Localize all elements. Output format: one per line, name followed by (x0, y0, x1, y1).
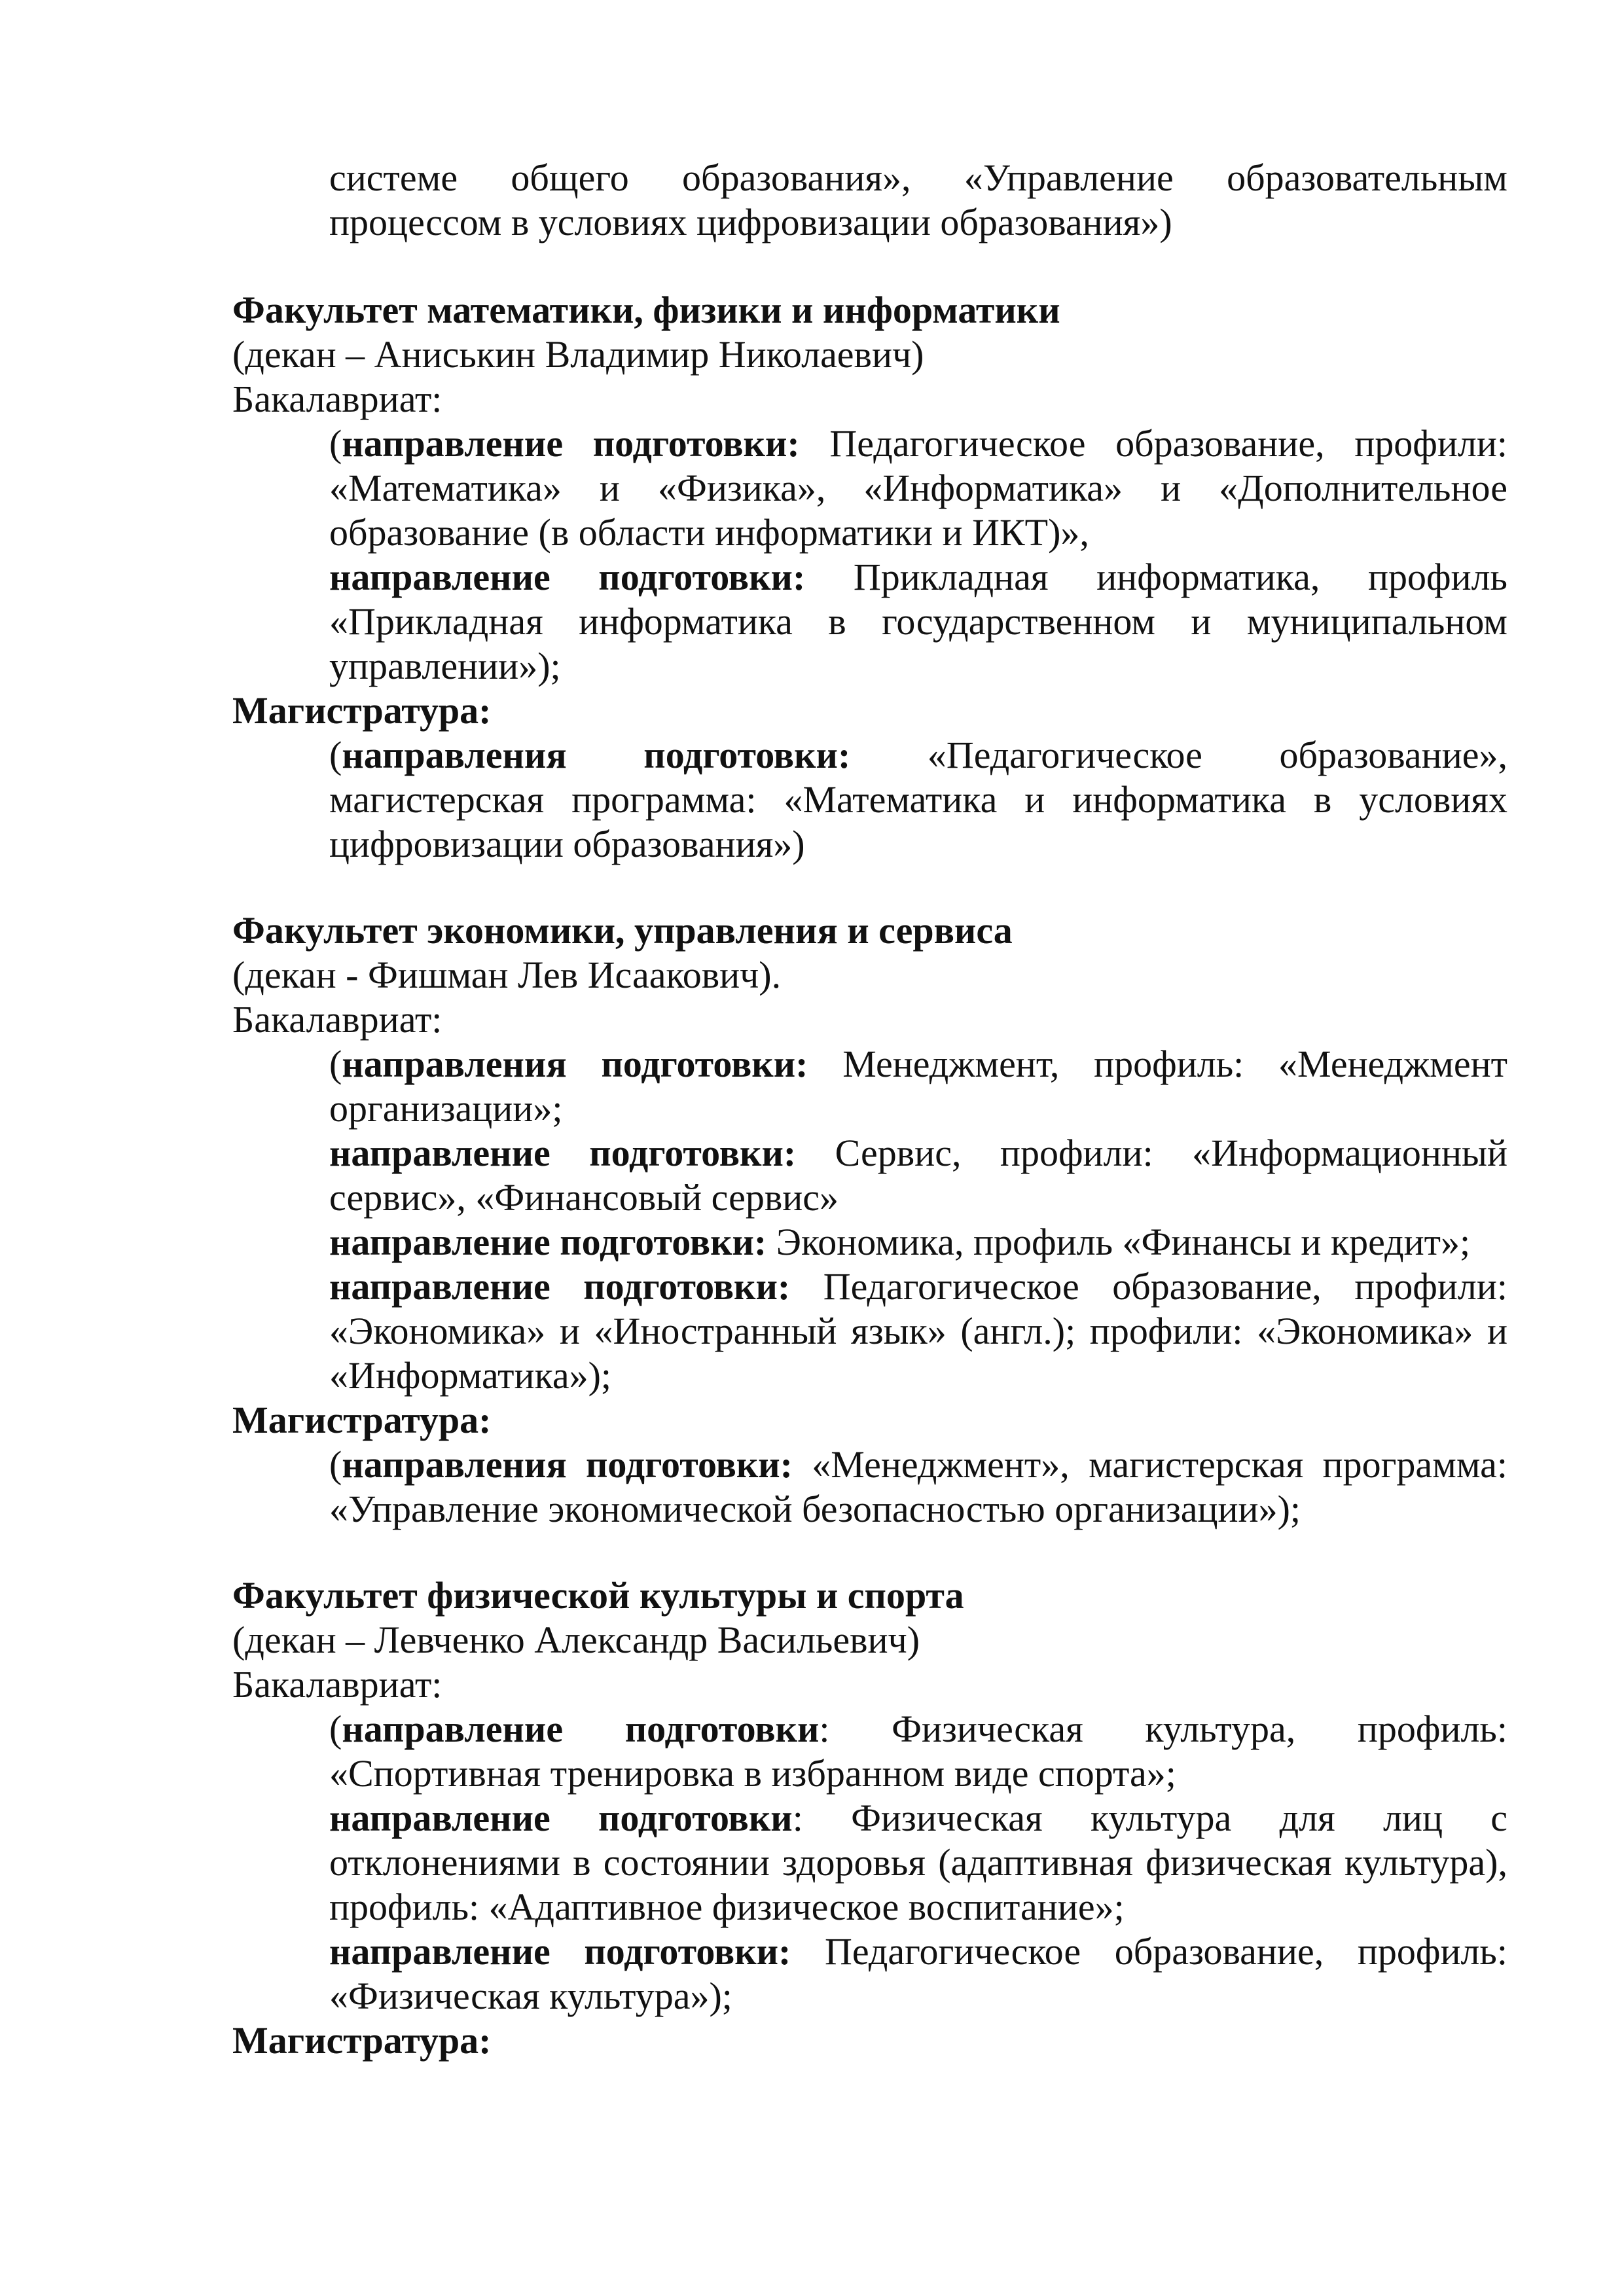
bachelor-label: Бакалавриат: (232, 998, 442, 1041)
text-line: «Экономика» и «Иностранный язык» (англ.); профили: «Экономика» и (329, 1310, 1507, 1352)
program-line: (направление подготовки: Физическая культура, профиль: (329, 1708, 1507, 1750)
text-line: управлении»); (329, 645, 561, 687)
faculty-heading-econ: Факультет экономики, управления и сервиса (232, 909, 1013, 952)
master-label: Магистратура: (232, 2019, 492, 2062)
text-line: «Прикладная информатика в государственном и муниципальном (329, 600, 1507, 643)
master-label: Магистратура: (232, 1399, 492, 1441)
dean-line: (декан – Левченко Александр Васильевич) (232, 1619, 920, 1661)
dean-line: (декан - Фишман Лев Исаакович). (232, 954, 782, 996)
text-line: «Управление экономической безопасностью организации»); (329, 1488, 1301, 1530)
program-line: направление подготовки: Педагогическое образование, профили: (329, 1265, 1507, 1308)
text-line: «Физическая культура»); (329, 1975, 732, 2017)
bachelor-label: Бакалавриат: (232, 378, 442, 420)
program-line: (направления подготовки: «Педагогическое образование», (329, 734, 1507, 776)
text-line: «Математика» и «Физика», «Информатика» и «Дополнительное (329, 467, 1507, 509)
text-line: цифровизации образования») (329, 823, 805, 865)
program-line: направление подготовки: Экономика, профиль «Финансы и кредит»; (329, 1221, 1471, 1263)
program-line: (направление подготовки: Педагогическое образование, профили: (329, 422, 1508, 465)
program-line: направление подготовки: Прикладная информатика, профиль (329, 556, 1508, 598)
program-line: направление подготовки: Педагогическое образование, профиль: (329, 1930, 1507, 1973)
text-line: отклонениями в состоянии здоровья (адаптивная физическая культура), (329, 1841, 1507, 1884)
master-label: Магистратура: (232, 689, 492, 732)
text-line: организации»; (329, 1087, 563, 1130)
program-line: (направления подготовки: Менеджмент, профиль: «Менеджмент (329, 1043, 1507, 1085)
text-line: магистерская программа: «Математика и информатика в условиях (329, 778, 1507, 821)
faculty-heading-sport: Факультет физической культуры и спорта (232, 1574, 964, 1617)
program-line: (направления подготовки: «Менеджмент», магистерская программа: (329, 1443, 1507, 1486)
text-line: сервис», «Финансовый сервис» (329, 1176, 839, 1219)
bachelor-label: Бакалавриат: (232, 1663, 442, 1706)
text-line: профиль: «Адаптивное физическое воспитание»; (329, 1886, 1125, 1928)
text-line: «Спортивная тренировка в избранном виде спорта»; (329, 1752, 1176, 1795)
faculty-heading-math: Факультет математики, физики и информатики (232, 289, 1060, 331)
dean-line: (декан – Аниськин Владимир Николаевич) (232, 333, 924, 376)
program-line: направление подготовки: Сервис, профили: «Информационный (329, 1132, 1507, 1174)
text-line: системе общего образования», «Управление образовательным (329, 156, 1507, 199)
program-line: направление подготовки: Физическая культура для лиц с (329, 1797, 1508, 1839)
text-line: процессом в условиях цифровизации образования») (329, 201, 1172, 243)
text-line: образование (в области информатики и ИКТ)», (329, 511, 1089, 554)
text-line: «Информатика»); (329, 1354, 612, 1397)
